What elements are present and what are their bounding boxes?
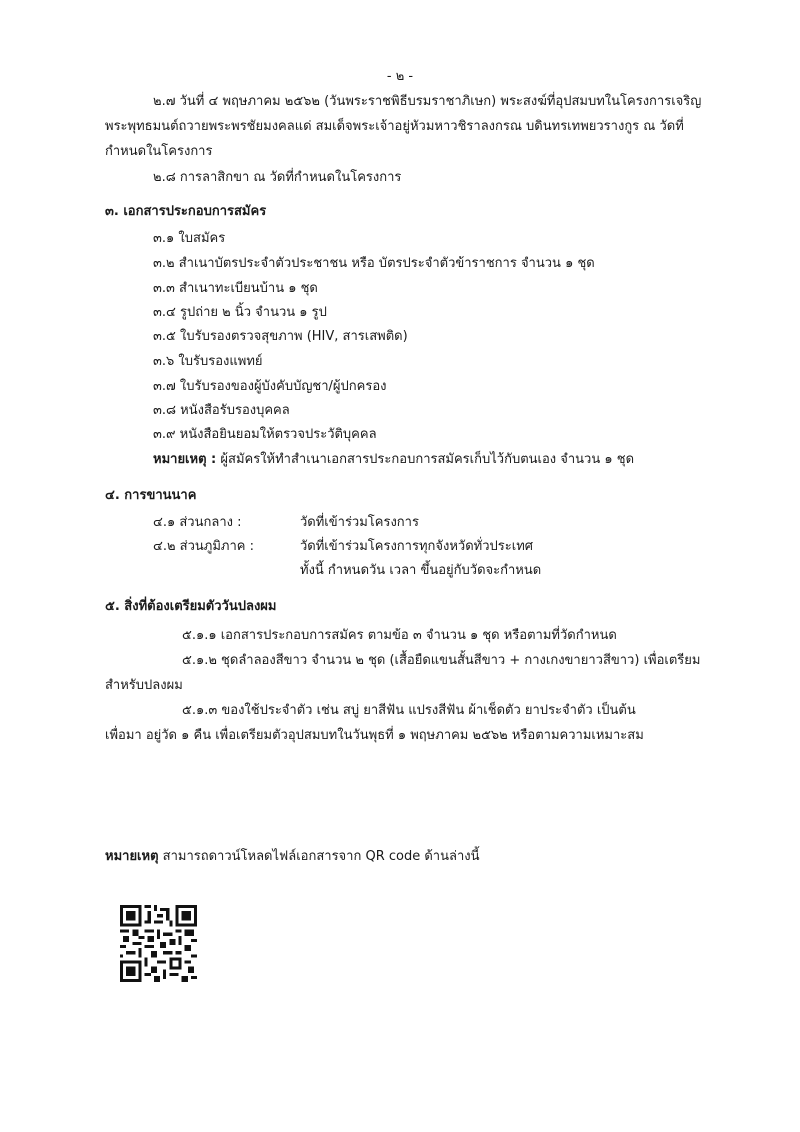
footer-note	[105, 848, 479, 866]
section3-item: ๓.๑ ใบสมัคร	[153, 231, 226, 246]
section5-heading: ๕. สิ่งที่ต้องเตรียมตัววันปลงผม	[105, 599, 277, 614]
section5-item-2-line1: ๕.๑.๒ ชุดลำลองสีขาว จำนวน ๒ ชุด (เสื้อยืดแขนสั้นสีขาว + กางเกงขายาวสีขาว) เพื่อเตรียม	[182, 653, 701, 668]
qr-code-icon[interactable]	[120, 905, 197, 982]
section4-row-value: วัดที่เข้าร่วมโครงการ	[300, 515, 419, 530]
footer-note-label: หมายเหตุ	[105, 849, 159, 864]
item-2-7-line3: กำหนดในโครงการ	[105, 144, 213, 159]
section3-item: ๓.๓ สำเนาทะเบียนบ้าน ๑ ชุด	[153, 281, 318, 296]
section4-row-value: วัดที่เข้าร่วมโครงการทุกจังหวัดทั่วประเทศ	[300, 539, 534, 554]
section4-row-label: ๔.๒ ส่วนภูมิภาค :	[153, 539, 255, 554]
section5-item-3-line1: ๕.๑.๓ ของใช้ประจำตัว เช่น สบู่ ยาสีฟัน แปรงสีฟัน ผ้าเช็ดตัว ยาประจำตัว เป็นต้น	[182, 703, 636, 718]
section3-item: ๓.๙ หนังสือยินยอมให้ตรวจประวัติบุคคล	[153, 427, 377, 442]
section4-continuation: ทั้งนี้ กำหนดวัน เวลา ขึ้นอยู่กับวัดจะกำหนด	[300, 563, 542, 578]
note-label: หมายเหตุ :	[153, 452, 217, 467]
note-text: ผู้สมัครให้ทำสำเนาเอกสารประกอบการสมัครเก็บไว้กับตนเอง จำนวน ๑ ชุด	[220, 452, 635, 467]
section3-item: ๓.๔ รูปถ่าย ๒ นิ้ว จำนวน ๑ รูป	[153, 305, 327, 320]
section3-item: ๓.๗ ใบรับรองของผู้บังคับบัญชา/ผู้ปกครอง	[153, 379, 387, 394]
section5-item-3-line2: เพื่อมา อยู่วัด ๑ คืน เพื่อเตรียมตัวอุปสมบทในวันพุธที่ ๑ พฤษภาคม ๒๕๖๒ หรือตามความเหมาะสม	[105, 728, 644, 743]
section3-item: ๓.๒ สำเนาบัตรประจำตัวประชาชน หรือ บัตรประจำตัวข้าราชการ จำนวน ๑ ชุด	[153, 256, 595, 271]
section4-heading: ๔. การขานนาค	[105, 488, 197, 503]
section3-note	[153, 451, 634, 469]
section5-item-2-line2: สำหรับปลงผม	[105, 678, 183, 693]
item-2-7-line1: ๒.๗ วันที่ ๔ พฤษภาคม ๒๕๖๒ (วันพระราชพิธีบรมราชาภิเษก) พระสงฆ์ที่อุปสมบทในโครงการเจริญ	[153, 94, 702, 109]
item-2-8: ๒.๘ การลาสิกขา ณ วัดที่กำหนดในโครงการ	[153, 170, 402, 185]
section3-item: ๓.๕ ใบรับรองตรวจสุขภาพ (HIV, สารเสพติด)	[153, 329, 408, 344]
footer-note-text: สามารถดาวน์โหลดไฟล์เอกสารจาก QR code ด้านล่างนี้	[162, 849, 480, 864]
section4-row-label: ๔.๑ ส่วนกลาง :	[153, 515, 242, 530]
section3-item: ๓.๘ หนังสือรับรองบุคคล	[153, 403, 290, 418]
item-2-7-line2: พระพุทธมนต์ถวายพระพรชัยมงคลแด่ สมเด็จพระเจ้าอยู่หัวมหาวชิราลงกรณ บดินทรเทพยวรางกูร ณ วัดที่	[105, 119, 684, 134]
section3-heading: ๓. เอกสารประกอบการสมัคร	[105, 204, 267, 219]
page-number: - ๒ -	[386, 69, 414, 84]
section5-item-1: ๕.๑.๑ เอกสารประกอบการสมัคร ตามข้อ ๓ จำนวน ๑ ชุด หรือตามที่วัดกำหนด	[182, 628, 617, 643]
section3-item: ๓.๖ ใบรับรองแพทย์	[153, 354, 263, 369]
